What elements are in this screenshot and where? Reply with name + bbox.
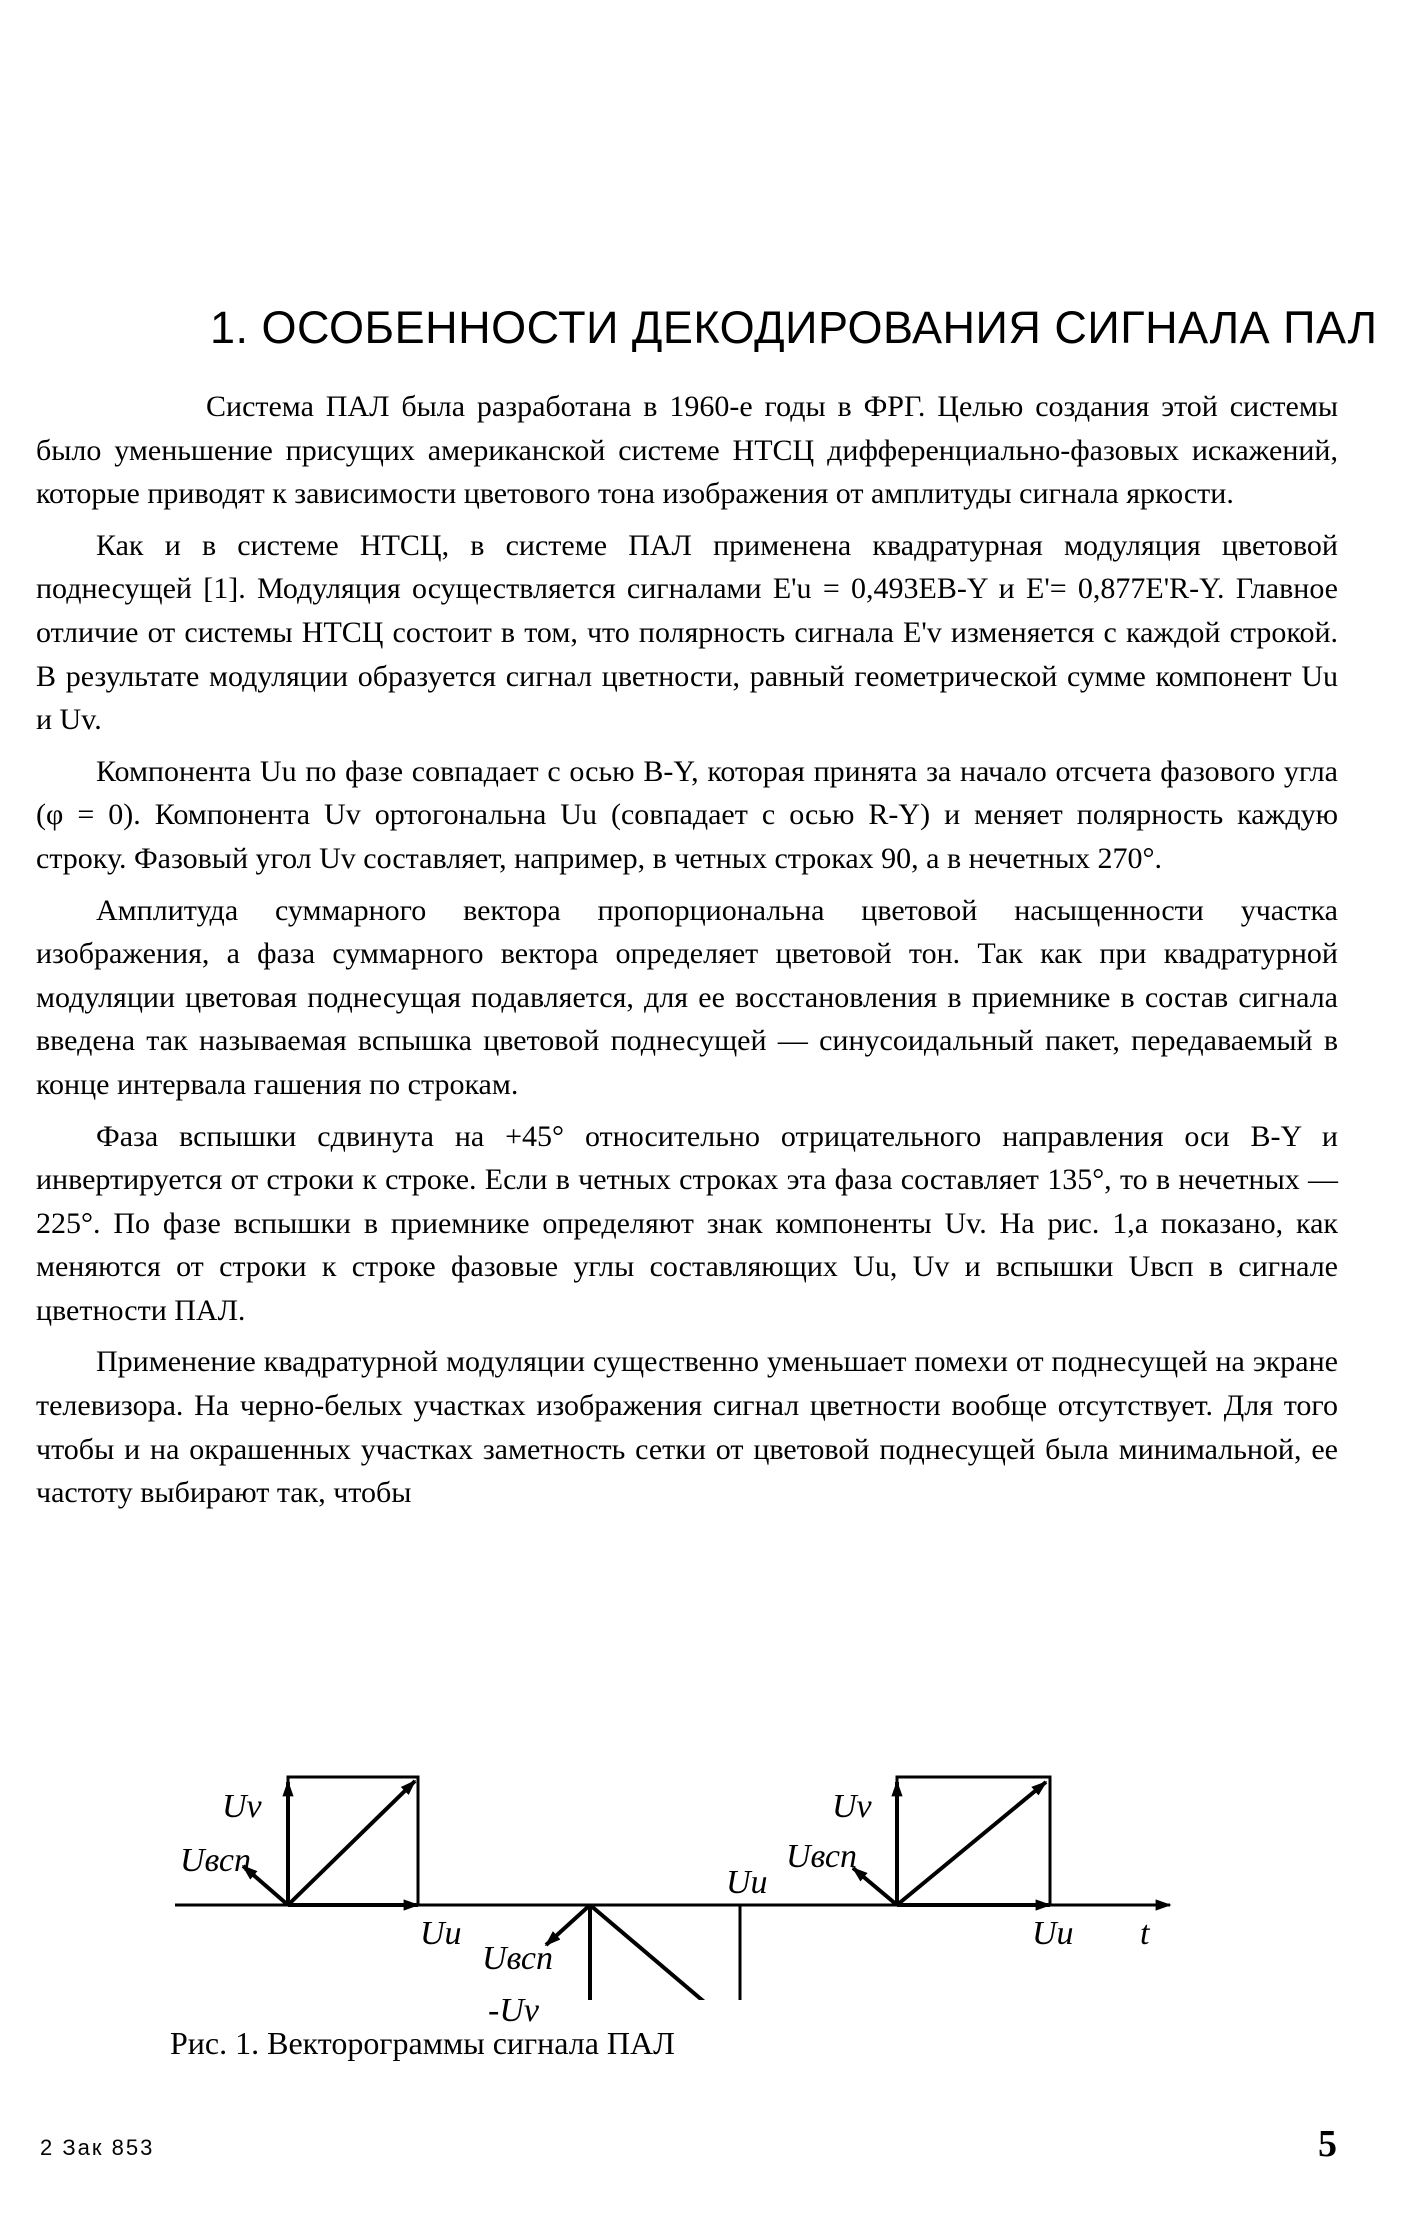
label-t: t: [1140, 1915, 1150, 1952]
paragraph-6: Применение квадратурной модуляции существенно уменьшает помехи от поднесущей на экране телевизора. На черно-белых участках изображения сигнал цветности вообще отсутствует. Для того чтобы и на окрашенных участках заметность сетки от цветовой поднесущей была минимальной, ее частоту выбирают так, чтобы: [36, 1345, 1338, 1510]
label-uvsp-1: Uвсп: [180, 1842, 251, 1879]
vector-burst-2: [546, 1905, 590, 1945]
page-number: 5: [1318, 2123, 1337, 2165]
paragraph-4: Амплитуда суммарного вектора пропорциональна цветовой насыщенности участка изображения, а фаза суммарного вектора определяет цветовой тон. Так как при квадратурной модуляции цветовая поднесущая подавляется, для ее восстановления в приемнике в состав сигнала введена так называемая вспышка цветовой поднесущей — синусоидальный пакет, передаваемый в конце интервала гашения по строкам.: [36, 893, 1338, 1101]
label-uv-1: Uv: [222, 1788, 262, 1825]
vector-sum-2: [590, 1905, 735, 2000]
paragraph-1: Система ПАЛ была разработана в 1960-е годы в ФРГ. Целью создания этой системы было уменьшение присущих американской системе НТСЦ дифференциально-фазовых искажений, которые приводят к зависимости цветового тона изображения от амплитуды сигнала яркости.: [36, 390, 1338, 511]
box-2: [590, 1905, 740, 2000]
paragraph-3: Компонента Uu по фазе совпадает с осью B-Y, которая принята за начало отсчета фазового угла (φ = 0). Компонента Uv ортогональна Uu (совпадает с осью R-Y) и меняет полярность каждую строку. Фазовый угол Uv составляет, например, в четных строках 90, а в нечетных 270°.: [36, 754, 1338, 875]
label-uu-3: Uu: [1032, 1915, 1074, 1952]
figure-caption: Рис. 1. Векторограммы сигнала ПАЛ: [170, 2025, 675, 2061]
print-order-note: 2 Зак 853: [40, 2135, 155, 2160]
vector-sum-1: [288, 1781, 415, 1905]
label-uu-1: Uu: [420, 1915, 462, 1952]
label-uvsp-2: Uвсп: [482, 1940, 553, 1977]
paragraph-2: Как и в системе НТСЦ, в системе ПАЛ применена квадратурная модуляция цветовой поднесущей [1]. Модуляция осуществляется сигналами E'u = 0,493EB-Y и E'= 0,877E'R-Y. Главное отличие от системы НТСЦ состоит в том, что полярность сигнала E'v изменяется с каждой строкой. В результате модуляции образуется сигнал цветности, равный геометрической сумме компонент Uu и Uv.: [36, 528, 1338, 737]
vector-diagram: [0, 1640, 1404, 2000]
vector-burst-3: [853, 1868, 897, 1905]
label-uv-3: Uv: [832, 1788, 872, 1825]
label-uvsp-3: Uвсп: [786, 1838, 857, 1875]
vector-diagram-figure: [0, 1640, 1404, 2029]
label-minus-uv: -Uv: [488, 1992, 539, 2029]
body-text: [36, 385, 1338, 1515]
paragraph-5: Фаза вспышки сдвинута на +45° относительно отрицательного направления оси B-Y и инвертируется от строки к строке. Если в четных строках эта фаза составляет 135°, то в нечетных — 225°. По фазе вспышки в приемнике определяют знак компоненты Uv. На рис. 1,а показано, как меняются от строки к строке фазовые углы составляющих Uu, Uv и вспышки Uвсп в сигнале цветности ПАЛ.: [36, 1119, 1338, 1327]
vector-sum-3: [897, 1782, 1046, 1905]
label-uu-3-top: Uu: [726, 1864, 768, 1901]
section-heading: 1. ОСОБЕННОСТИ ДЕКОДИРОВАНИЯ СИГНАЛА ПАЛ: [210, 302, 1378, 353]
